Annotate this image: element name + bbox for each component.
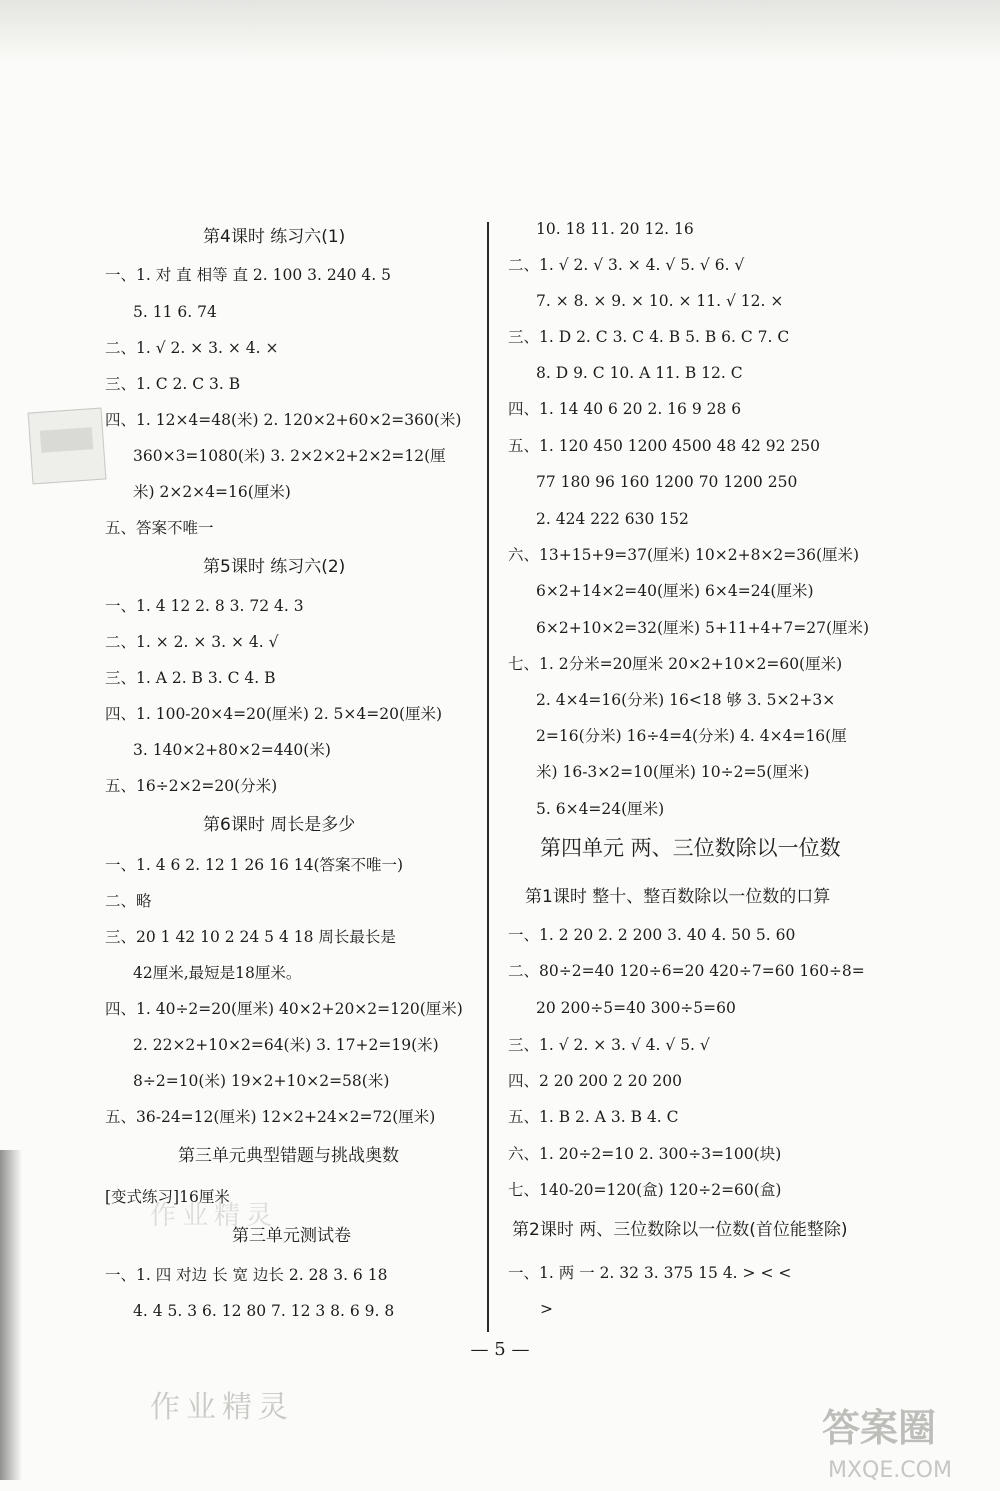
answer-line: 米) 2×2×4=16(厘米): [133, 483, 291, 501]
section-title-lesson5: 第5课时 练习六(2): [203, 557, 346, 577]
answer-line: 77 180 96 160 1200 70 1200 250: [536, 473, 798, 491]
answer-line: 三、1. √ 2. × 3. √ 4. √ 5. √: [508, 1036, 710, 1054]
answer-line: 七、140-20=120(盒) 120÷2=60(盒): [508, 1181, 782, 1199]
answer-line: 42厘米,最短是18厘米。: [133, 964, 302, 982]
answer-line: 二、1. √ 2. × 3. × 4. ×: [105, 339, 279, 357]
stamp-image: [28, 408, 107, 485]
answer-line: 六、1. 20÷2=10 2. 300÷3=100(块): [508, 1145, 782, 1163]
answer-line: 五、1. B 2. A 3. B 4. C: [508, 1108, 679, 1126]
answer-line: 2. 424 222 630 152: [536, 510, 689, 528]
answer-line: 五、答案不唯一: [105, 519, 214, 537]
answer-line: 360×3=1080(米) 3. 2×2×2+2×2=12(厘: [133, 447, 446, 465]
answer-line: 一、1. 4 6 2. 12 1 26 16 14(答案不唯一): [105, 856, 404, 874]
answer-line: 六、13+15+9=37(厘米) 10×2+8×2=36(厘米): [508, 546, 860, 564]
answer-line: 四、1. 100-20×4=20(厘米) 2. 5×4=20(厘米): [105, 705, 443, 723]
answer-line: 2=16(分米) 16÷4=4(分米) 4. 4×4=16(厘: [536, 727, 847, 745]
watermark: 作业精灵: [150, 1390, 294, 1425]
answer-line: 五、36-24=12(厘米) 12×2+24×2=72(厘米): [105, 1108, 436, 1126]
answer-line: 三、1. D 2. C 3. C 4. B 5. B 6. C 7. C: [508, 328, 790, 346]
answer-line: 一、1. 两 一 2. 32 3. 375 15 4. > < <: [508, 1264, 792, 1282]
answer-line: 五、1. 120 450 1200 4500 48 42 92 250: [508, 437, 821, 455]
watermark-faint: 作业精灵: [150, 1201, 279, 1231]
answer-line: 8÷2=10(米) 19×2+10×2=58(米): [133, 1072, 390, 1090]
answer-line: 一、1. 四 对边 长 宽 边长 2. 28 3. 6 18: [105, 1266, 388, 1284]
answer-line: 6×2+10×2=32(厘米) 5+11+4+7=27(厘米): [536, 619, 870, 637]
logo-wordmark: 答案圈: [822, 1406, 937, 1450]
section-title-u2: 第2课时 两、三位数除以一位数(首位能整除): [512, 1220, 848, 1240]
logo-url: MXQE.COM: [828, 1458, 952, 1483]
answer-line: 7. × 8. × 9. × 10. × 11. √ 12. ×: [536, 292, 784, 310]
column-divider: [487, 222, 489, 1332]
answer-line: >: [540, 1300, 553, 1318]
unit-title: 第四单元 两、三位数除以一位数: [540, 836, 841, 860]
answer-line: 四、1. 14 40 6 20 2. 16 9 28 6: [508, 400, 742, 418]
answer-line: 二、80÷2=40 120÷6=20 420÷7=60 160÷8=: [508, 962, 865, 980]
answer-line: 5. 6×4=24(厘米): [536, 800, 665, 818]
answer-line: 七、1. 2分米=20厘米 20×2+10×2=60(厘米): [508, 655, 843, 673]
answer-line: 一、1. 对 直 相等 直 2. 100 3. 240 4. 5: [105, 266, 391, 284]
answer-line: 一、1. 4 12 2. 8 3. 72 4. 3: [105, 597, 304, 615]
answer-line: 二、1. √ 2. √ 3. × 4. √ 5. √ 6. √: [508, 256, 745, 274]
section-title-test: 第三单元测试卷: [232, 1226, 351, 1246]
answer-line: 6×2+14×2=40(厘米) 6×4=24(厘米): [536, 582, 814, 600]
answer-line: 10. 18 11. 20 12. 16: [536, 220, 694, 238]
answer-line: 8. D 9. C 10. A 11. B 12. C: [536, 364, 743, 382]
section-title-lesson4: 第4课时 练习六(1): [203, 227, 346, 247]
answer-line: 四、1. 40÷2=20(厘米) 40×2+20×2=120(厘米): [105, 1000, 463, 1018]
site-logo: [818, 1395, 994, 1485]
page-number: — 5 —: [470, 1339, 530, 1360]
answer-line: 米) 16-3×2=10(厘米) 10÷2=5(厘米): [536, 763, 810, 781]
binding-shadow: [0, 1150, 22, 1480]
answer-line: 二、略: [105, 892, 152, 910]
section-title-lesson6: 第6课时 周长是多少: [203, 815, 356, 835]
answer-line: 三、1. A 2. B 3. C 4. B: [105, 669, 276, 687]
answer-line: 3. 140×2+80×2=440(米): [133, 741, 331, 759]
answer-line: 20 200÷5=40 300÷5=60: [536, 999, 736, 1017]
answer-line: [变式练习]16厘米: [105, 1188, 230, 1206]
answer-line: 四、1. 12×4=48(米) 2. 120×2+60×2=360(米): [105, 411, 462, 429]
answer-line: 五、16÷2×2=20(分米): [105, 777, 278, 795]
answer-line: 二、1. × 2. × 3. × 4. √: [105, 633, 279, 651]
section-title-errors: 第三单元典型错题与挑战奥数: [178, 1146, 399, 1166]
answer-line: 5. 11 6. 74: [133, 303, 217, 321]
answer-line: 四、2 20 200 2 20 200: [508, 1072, 682, 1090]
section-title-u1: 第1课时 整十、整百数除以一位数的口算: [525, 887, 831, 907]
answer-line: 三、1. C 2. C 3. B: [105, 375, 241, 393]
answer-line: 2. 22×2+10×2=64(米) 3. 17+2=19(米): [133, 1036, 439, 1054]
answer-line: 4. 4 5. 3 6. 12 80 7. 12 3 8. 6 9. 8: [133, 1302, 395, 1320]
top-scan-edge: [0, 0, 1000, 62]
answer-line: 2. 4×4=16(分米) 16<18 够 3. 5×2+3×: [536, 691, 836, 709]
answer-line: 三、20 1 42 10 2 24 5 4 18 周长最长是: [105, 928, 396, 946]
answer-line: 一、1. 2 20 2. 2 200 3. 40 4. 50 5. 60: [508, 926, 796, 944]
